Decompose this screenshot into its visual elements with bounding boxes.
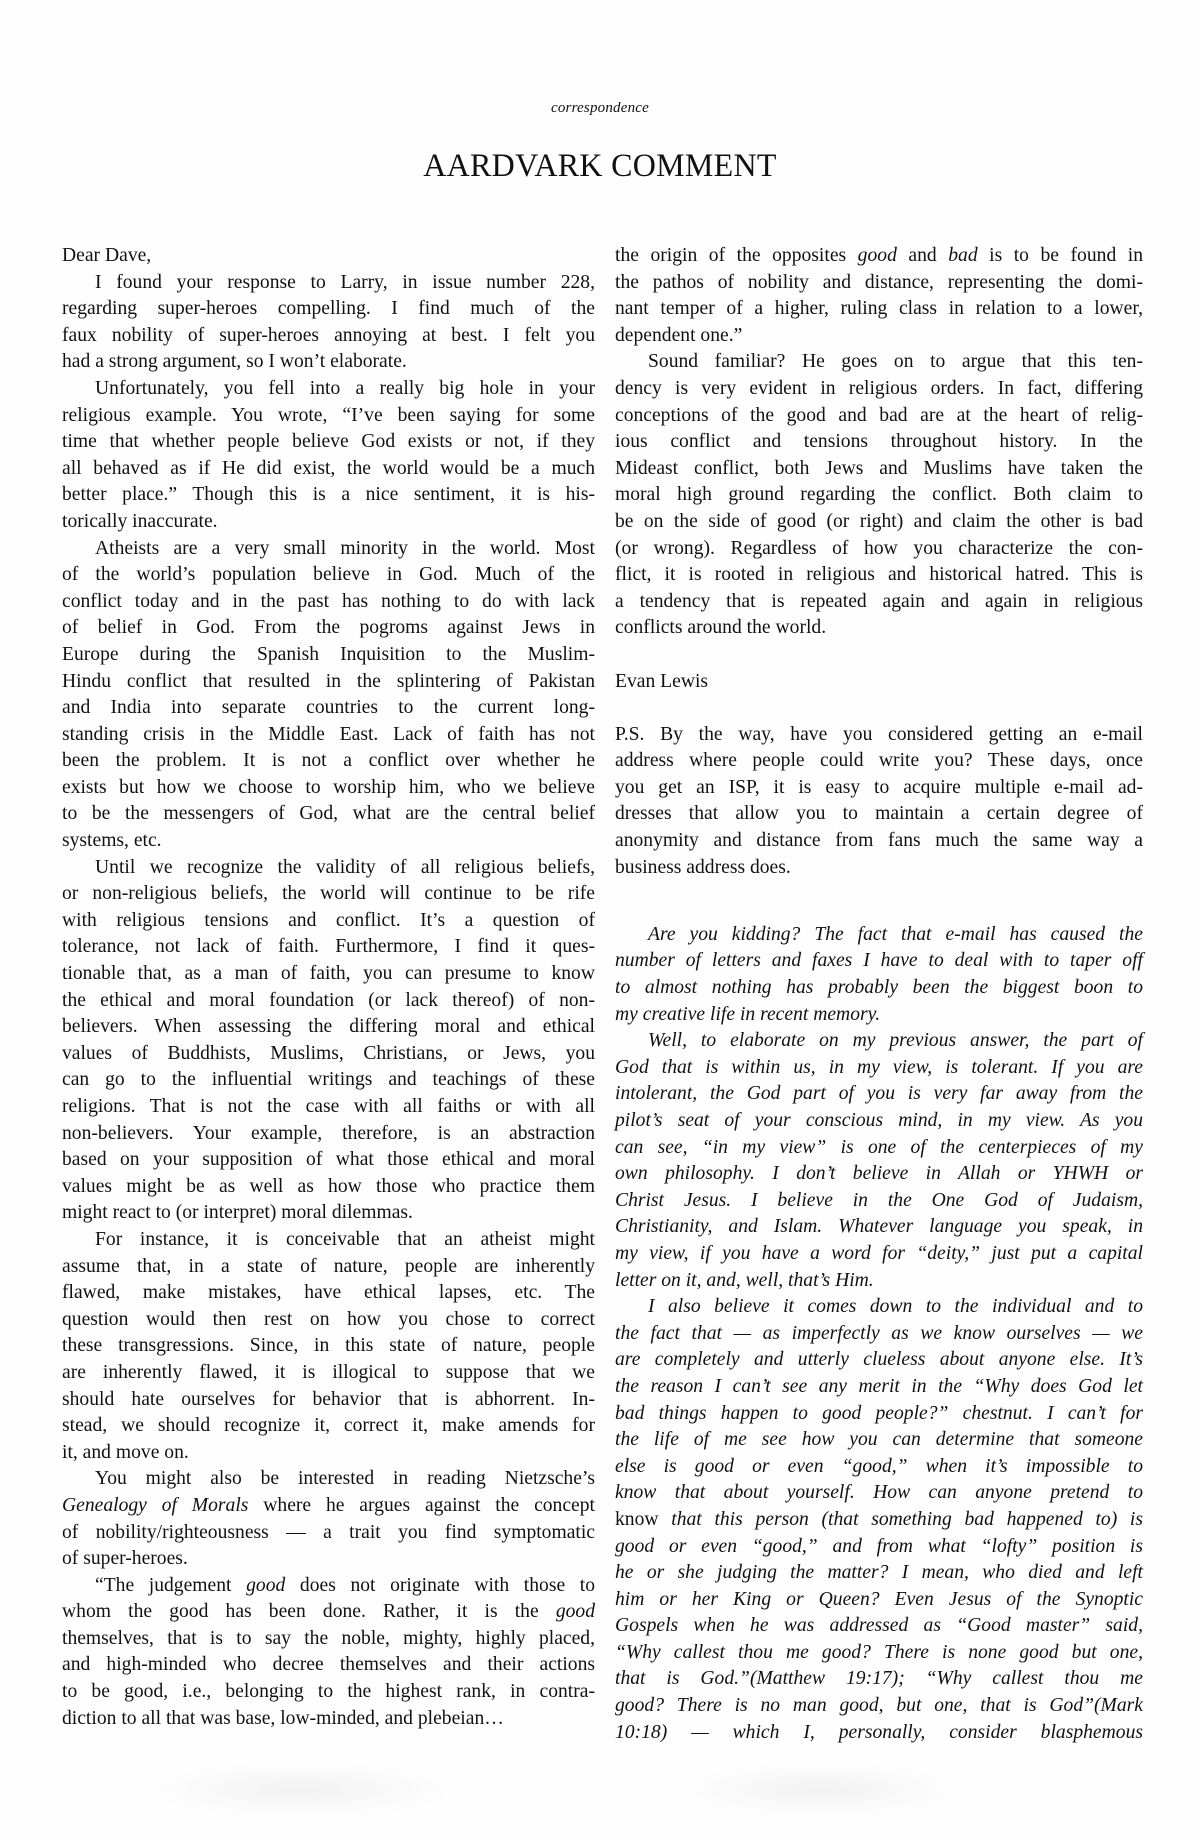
letter-paragraph-3: Atheists are a very small minority in the world. Most of the world’s population believe in God. Much of the conflict today and in the past has nothing to do with lack of belief in God. From the pogroms against Jews in Europe during the Spanish Inquisition to the Muslim- Hindu conflict that resulted in the splintering of Pakistan and India into separate countries to the current long- standing crisis in the Middle East. Lack of faith has not been the problem. It is not a conflict over whether he exists but how we choose to worship him, who we believe to be the messengers of God, what are the central belief systems, etc. xyxy=(62,537,595,852)
left-column xyxy=(62,243,595,1732)
section-label: correspondence xyxy=(550,100,650,116)
letter-paragraph-5: For instance, it is conceivable that an atheist might assume that, in a state of nature, people are inherently flawed, make mistakes, have ethical lapses, etc. The question would then rest on how you chose to correct these transgressions. Since, in this state of nature, people are inherently flawed, it is illogical to suppose that we should hate ourselves for behavior that is abhorrent. In- stead, we should recognize it, correct it, make amends for it, and move on. xyxy=(62,1228,595,1463)
book-title: Genealogy of Morals xyxy=(62,1494,249,1516)
salutation: Dear Dave, xyxy=(62,245,152,266)
postscript: P.S. By the way, have you considered getting an e-mail address where people could write you? These days, once you get an ISP, it is easy to acquire multiple e-mail ad- dresses that allow you to maintain a certain degree of anonymity and distance from fans much the same way a business address does. xyxy=(615,723,1143,878)
letter-paragraph-4: Until we recognize the validity of all religious beliefs, or non-religious beliefs, the world will continue to be rife with religious tensions and conflict. It’s a question of tolerance, not lack of faith. Furthermore, I find it ques- tionable that, as a man of faith, you can presume to know the ethical and moral foundation (or lack thereof) of non- believers. When assessing the differing moral and ethical values of Buddhists, Muslims, Christians, or Jews, you can go to the influential writings and teachings of these religions. That is not the case with all faiths or with all non-believers. Your example, therefore, is an abstraction based on your supposition of what those ethical and moral values might be as well as how those who practice them might react to (or interpret) moral dilemmas. xyxy=(62,856,595,1224)
letter-paragraph-7: Sound familiar? He goes on to argue that this ten- dency is very evident in religious orders. In fact, differing conceptions of the good and bad are at the heart of relig- ious conflict and tensions throughout history. In the Mideast conflict, both Jews and Muslims have taken the moral high ground regarding the conflict. Both claim to be on the side of good (or right) and claim the other is bad (or wrong). Regardless of how you characterize the con- flict, it is rooted in religious and historical hatred. This is a tendency that is repeated again and again in religious conflicts around the world. xyxy=(615,351,1143,639)
editor-reply xyxy=(615,922,1143,1746)
reply-paragraph-3: I also believe it comes down to the individual and to the fact that — as imperfectly as we know ourselves — we are completely and utterly clueless about anyone else. It’s the reason I can’t see any merit in the “Why does God let bad things happen to good people?” chestnut. I can’t for the life of me see how you can determine that someone else is good or even “good,” when it’s impossible to know that about yourself. How can anyone pretend to know that this person (that something bad happened to) is good or even “good,” and from what “lofty” position is he or she judging the matter? I mean, who died and left him or her King or Queen? Even Jesus of the Synoptic Gospels when he was addressed as “Good master” said, “Why callest thou me good? There is none good but one, that is God.”(Matthew 19:17); “Why callest thou me good? There is no man good, but one, that is God”(Mark 10:18) — which I, personally, consider blasphemous xyxy=(615,1296,1143,1743)
reply-paragraph-1: Are you kidding? The fact that e-mail has caused the number of letters and faxes I have to deal with to taper off to almost nothing has probably been the biggest boon to my creative life in recent memory. xyxy=(615,923,1143,1025)
page-title: AARDVARK COMMENT xyxy=(423,148,777,184)
nietzsche-quote-continued: the origin of the opposites good and bad is to be found in the pathos of nobility and distance, representing the domi- nant temper of a higher, ruling class in relation to a lower, dependent one.” xyxy=(615,245,1144,346)
reply-paragraph-2: Well, to elaborate on my previous answer, the part of God that is within us, in my view, is tolerant. If you are intolerant, the God part of you is very far away from the pilot’s seat of your conscious mind, in my view. As you can see, “in my view” is one of the centerpieces of my own philosophy. I don’t believe in Allah or YHWH or Christ Jesus. I believe in the One God of Judaism, Christianity, and Islam. Whatever language you speak, in my view, if you have a word for “deity,” just put a capital letter on it, and, well, that’s Him. xyxy=(615,1030,1143,1291)
right-column xyxy=(615,243,1143,1746)
nietzsche-quote: “The judgement good does not originate with those to whom the good has been done. Rather, it is the good themselves, that is to say the noble, mighty, highly placed, and high-minded who decree themselves and their actions to be good, i.e., belonging to the highest rank, in contra- diction to all that was base, low-minded, and plebeian… xyxy=(62,1574,596,1729)
letter-paragraph-6: You might also be interested in reading Nietzsche’s Genealogy of Morals where he argues against the concept of nobility/righteousness — a trait you find symptomatic of super-heroes. xyxy=(62,1468,595,1570)
letter-paragraph-2: Unfortunately, you fell into a really big hole in your religious example. You wrote, “I’ve been saying for some time that whether people believe God exists or not, if they all behaved as if He did exist, the world would be a much better place.” Though this is a nice sentiment, it is his- torically inaccurate. xyxy=(62,377,595,532)
signature: Evan Lewis xyxy=(615,670,709,692)
letter-paragraph-1: I found your response to Larry, in issue number 228, regarding super-heroes compelling. I find much of the faux nobility of super-heroes annoying at best. I felt you had a strong argument, so I won’t elaborate. xyxy=(62,271,595,373)
